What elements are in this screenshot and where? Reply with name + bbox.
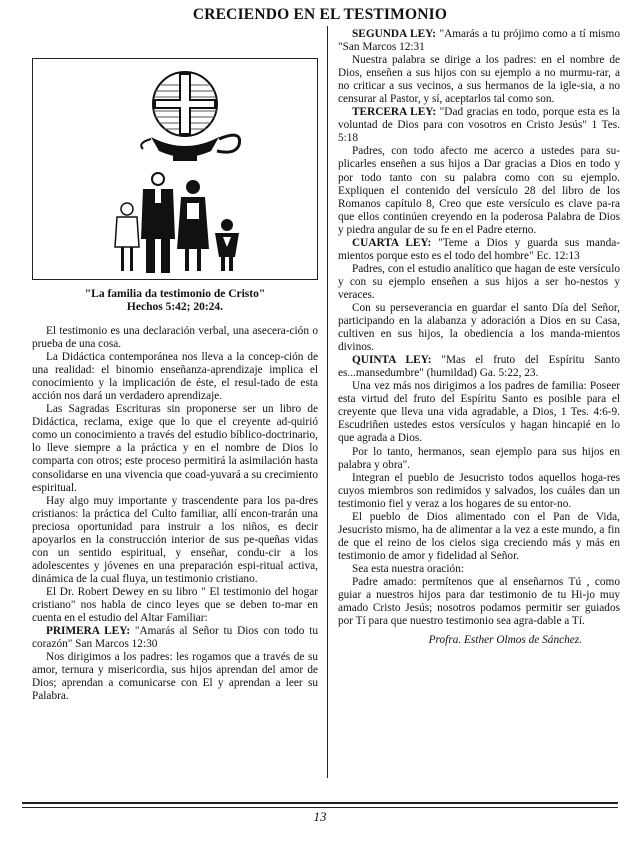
law-paragraph — [32, 625, 318, 651]
law-label: CUARTA LEY: — [352, 236, 432, 249]
mother-figure — [177, 180, 209, 271]
son-figure — [215, 219, 239, 271]
footer-rule — [22, 802, 618, 804]
page-number: 13 — [313, 809, 327, 824]
law-paragraph — [338, 28, 620, 54]
law-label: SEGUNDA LEY: — [352, 28, 437, 40]
prayer-paragraph: Padre amado: permítenos que al enseñarnos Tú , como guiar a nuestros hijos para dar testimonio de tu Hi-jo muy amado Cristo Jesús; nosotros podamos permitir ser guiados por Tí para que nuestro testimonio sea agra-dable a Tí. — [338, 575, 620, 628]
figure-caption — [32, 288, 318, 314]
footer-rule-thin — [22, 807, 618, 808]
right-column — [338, 28, 620, 647]
paragraph: El Dr. Robert Dewey en su libro " El testimonio del hogar cristiano" nos habla de cinco leyes que se deben to-mar en cuenta en el estudio del Altar Familiar: — [32, 585, 318, 625]
paragraph: Padres, con todo afecto me acerco a ustedes para su-plicarles enseñen a sus hijos a Dar gracias a Dios en todo y por todo tanto con su palabra como con su ejemplo. Expliquen el contenido del versículo 28 del libro de los Romanos capítulo 8, Creo que este versículo es clave pa-ra que ellos continúen creyendo en la poderosa Palabra de Dios y piedra angular de su fe en el Padre eterno. — [338, 145, 620, 236]
paragraph: Con su perseverancia en guardar el santo Día del Señor, participando en la alabanza y adoración a Dios en su Casa, cultiven en sus hijos, la obediencia a los manda-mientos divinos. — [338, 301, 620, 354]
father-figure — [141, 173, 175, 273]
daughter-figure — [115, 203, 139, 271]
paragraph: Integran el pueblo de Jesucristo todos aquellos hoga-res cuyos miembros son redimidos y salvados, los cuáles dan un testimonio fiel y veraz a los hogares de su entor-no. — [338, 471, 620, 510]
law-paragraph — [338, 106, 620, 145]
page-title: CRECIENDO EN EL TESTIMONIO — [192, 6, 448, 23]
law-text: "Mas el fruto del Espíritu Santo es...mansedumbre" (humildad) Ga. 5:22, 23. — [338, 354, 620, 380]
law-text: "Amarás al Señor tu Dios con todo tu corazón" San Marcos 12:30 — [32, 625, 318, 651]
paragraph: La Didáctica contemporánea nos lleva a la concep-ción de una realidad: el binomio enseñanza-aprendizaje implica el conocimiento y la implicación de éste, el resul-tado de esta acción nos dará un verdadero aprendizaje. — [32, 351, 318, 403]
law-label: PRIMERA LEY: — [46, 625, 131, 638]
paragraph: El testimonio es una declaración verbal, una asecera-ción o prueba de una cosa. — [32, 325, 318, 351]
family-illustration — [32, 58, 318, 280]
left-column — [32, 325, 318, 703]
law-paragraph — [338, 354, 620, 380]
author-signature: Profra. Esther Olmos de Sánchez. — [428, 634, 582, 647]
caption-reference: Hechos 5:42; 20:24. — [126, 301, 224, 313]
law-text: "Teme a Dios y guarda sus manda-mientos porque esto es el todo del hombre" Ec. 12:13 — [338, 236, 620, 262]
paragraph: Padres, con el estudio analítico que hagan de este versículo y con su ejemplo enseñen a sus hijos a ser ho-nestos y veraces. — [338, 262, 620, 301]
column-divider — [327, 26, 328, 778]
paragraph: Una vez más nos dirigimos a los padres de familia: Poseer esta virtud del fruto del Espíritu Santo es posible para el creyente que lleva una vida agradable, a Dios, 1 Tes. 4:6-9. Escudriñen ustedes estos versículos y hagan hincapié en lo que agrada a Dios. — [338, 380, 620, 445]
caption-line: "La familia da testimonio de Cristo" — [84, 288, 266, 300]
paragraph: El pueblo de Dios alimentado con el Pan de Vida, Jesucristo mismo, ha de alimentar a la vez a este mundo, a fin de que el reino de los cielos siga creciendo más y más en testimonio de amor y fidelidad al Señor. — [338, 510, 620, 562]
paragraph: Nuestra palabra se dirige a los padres: en el nombre de Dios, enseñen a sus hijos con su ejemplo a no murmu-rar, a no criticar a sus vecinos, a sus hermanos de la igle-sia, a no censurar al Pastor, y sí, aceptarlos tal como son. — [338, 54, 620, 106]
paragraph: Por lo tanto, hermanos, sean ejemplo para sus hijos en palabra y obra". — [338, 445, 620, 471]
paragraph: Hay algo muy importante y trascendente para los pa-dres cristianos: la práctica del Culto familiar, allí encon-trarán una preciosa oportunidad para instruir a los niños, es decir apoyarlos en la construcción interior de sus pe-queñas vidas con un sentido espiritual, y enseñar, condu-cir a los adolescentes y jóvenes en una preparación espi-ritual activa, dinámica de la cual fluya, un testimonio cristiano. — [32, 494, 318, 585]
paragraph: Sea esta nuestra oración: — [352, 562, 464, 575]
lamp-cross-icon — [141, 72, 239, 161]
law-text: "Amarás a tu prójimo como a tí mismo "San Marcos 12:31 — [338, 28, 620, 54]
paragraph: Nos dirigimos a los padres: les rogamos que a través de su amor, ternura y misericordia, sus hijos aprendan del amor de Dios; aprendan a comunicarse con El y aprendan a leer su Palabra. — [32, 651, 318, 703]
paragraph: Las Sagradas Escrituras sin proponerse ser un libro de Didáctica, reclama, exige que lo que el creyente ad-quirió como un conocimiento a través del estudio bíblico-doctrinario, lo lleve siempre a la práctica y en el nombre de Dios lo comparta con otros; este proceso permitirá la asimilación hasta consolidarse en una vivencia que coad-yuvará a su crecimiento espiritual. — [32, 403, 318, 494]
law-text: "Dad gracias en todo, porque esta es la voluntad de Dios para con vosotros en Cristo Jesús" 1 Tes. 5:18 — [338, 106, 620, 145]
law-paragraph — [338, 237, 620, 263]
law-label: TERCERA LEY: — [352, 106, 437, 119]
law-label: QUINTA LEY: — [352, 354, 432, 367]
